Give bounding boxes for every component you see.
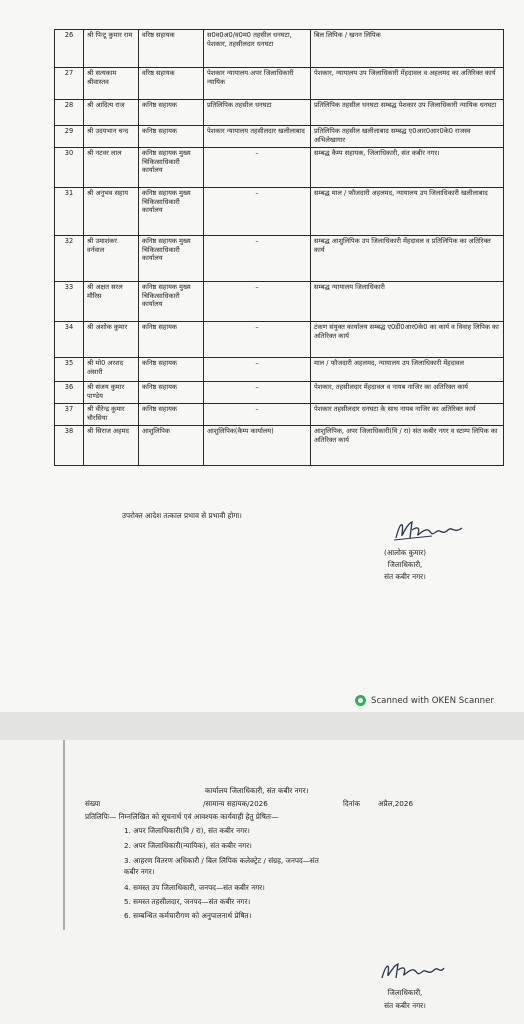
assigned-work-cell: टंकण संयुक्त कार्यालय सम्बद्ध ए0डी0आर0के0 का कार्य व विवाह लिपिक का अतिरिक्त कार्य [311, 322, 504, 358]
employee-name-cell: श्री उदयभान चन्द [84, 126, 139, 148]
serial-number-cell: 30 [55, 148, 84, 188]
current-posting-cell: – [204, 148, 311, 188]
assigned-work-cell: प्रतिलिपिक तहसील धनघटा सम्बद्ध पेशकार उप जिलाधिकारी न्यायिक धनघटा [311, 100, 504, 126]
table-row [55, 426, 504, 466]
serial-number-cell: 31 [55, 188, 84, 236]
signer-title-2: जिलाधिकारी, [387, 988, 423, 997]
post-cell: कनिष्ठ सहायक [139, 382, 204, 404]
assigned-work-cell: सम्बद्ध माल / फौजदारी अहलमद, न्यायालय उप जिलाधिकारी खलीलाबाद [311, 188, 504, 236]
table-row [55, 236, 504, 282]
post-cell: कनिष्ठ सहायक [139, 322, 204, 358]
employee-name-cell: श्री उमाशंकर वर्नवाल [84, 236, 139, 282]
employee-name-cell: श्री अशोक कुमार [84, 322, 139, 358]
date-value: अप्रैल,2026 [378, 799, 414, 808]
serial-number-cell: 28 [55, 100, 84, 126]
employee-name-cell: श्री आदित्य राज [84, 100, 139, 126]
signer-place: संत कबीर नगर। [384, 572, 426, 581]
serial-number-cell: 26 [55, 30, 84, 68]
serial-number-cell: 29 [55, 126, 84, 148]
employee-name-cell: श्री सत्यकाम श्रीवास्तव [84, 68, 139, 100]
signer-name: (आलोक कुमार) [383, 548, 427, 557]
current-posting-cell: आशुलिपिक(कैम्प कार्यालय) [204, 426, 311, 466]
serial-number-cell: 35 [55, 358, 84, 382]
assigned-work-cell: बिल लिपिक / खनन लिपिक [311, 30, 504, 68]
serial-number-cell: 36 [55, 382, 84, 404]
assigned-work-cell: पेशकार, तहसीलदार मेंहदावल व नायब नाजिर का अतिरिक्त कार्य [311, 382, 504, 404]
assigned-work-cell: आशुलिपिक, अपर जिलाधिकारी(वि / रा) संत कबीर नगर व स्टाम्प लिपिक का अतिरिक्त कार्य [311, 426, 504, 466]
table-row [55, 282, 504, 322]
current-posting-cell: प्रतिलिपिक तहसील धनघटा [204, 100, 311, 126]
copy-intro: प्रतिलिपिः— निम्नलिखित को सूचनार्थ एवं आवश्यक कार्यवाही हेतु प्रेषितः— [85, 812, 279, 821]
recipient-item: 2. अपर जिलाधिकारी(न्यायिक), संत कबीर नगर। [124, 841, 252, 850]
document-page-2 [0, 740, 524, 1024]
current-posting-cell: पेशकार न्यायालय अपर जिलाधिकारी न्यायिक [204, 68, 311, 100]
recipient-item: 5. समस्त तहसीलदार, जनपद—संत कबीर नगर। [124, 897, 251, 906]
post-cell: कनिष्ठ सहायक मुख्य चिकित्साधिकारी कार्यालय [139, 148, 204, 188]
employee-name-cell: श्री सिराज अहमद [84, 426, 139, 466]
assigned-work-cell: पेशकार, न्यायालय उप जिलाधिकारी मेंहदावल व अहलमद का अतिरिक्त कार्य [311, 68, 504, 100]
page-gap [0, 712, 524, 740]
table-row [55, 358, 504, 382]
signer-title: जिलाधिकारी, [387, 560, 423, 569]
assigned-work-cell: सम्बद्ध न्यायालय जिलाधिकारी [311, 282, 504, 322]
post-cell: वरिष्ठ सहायक [139, 68, 204, 100]
table-row [55, 68, 504, 100]
signature-image [378, 958, 448, 984]
office-heading: कार्यालय जिलाधिकारी, संत कबीर नगर। [205, 786, 309, 795]
serial-number-cell: 32 [55, 236, 84, 282]
recipient-item: 6. सम्बन्धित कर्मचारीगण को अनुपालनार्थ प्रेषित। [124, 911, 252, 920]
current-posting-cell: – [204, 322, 311, 358]
margin-pen-mark [60, 740, 74, 940]
employee-name-cell: श्री वीरेन्द्र कुमार चौरसिया [84, 404, 139, 426]
serial-number-cell: 33 [55, 282, 84, 322]
table-row [55, 100, 504, 126]
table-row [55, 188, 504, 236]
post-cell: वरिष्ठ सहायक [139, 30, 204, 68]
assigned-work-cell: सम्बद्ध आशुलिपिक उप जिलाधिकारी मेंहदावल व प्रतिलिपिक का अतिरिक्त कार्य [311, 236, 504, 282]
post-cell: आशुलिपिक [139, 426, 204, 466]
signer-place-2: संत कबीर नगर। [384, 1001, 426, 1010]
employee-name-cell: श्री संजय कुमार पाण्डेय [84, 382, 139, 404]
current-posting-cell: स0व0अ0/व0म0 तहसील धनघटा, पेशकार, तहसीलदार धनघटा [204, 30, 311, 68]
scanner-logo-icon [355, 695, 366, 706]
recipient-item: 1. अपर जिलाधिकारी(वि / रा), संत कबीर नगर। [124, 826, 250, 835]
table-row [55, 382, 504, 404]
post-cell: कनिष्ठ सहायक [139, 100, 204, 126]
table-row [55, 404, 504, 426]
assigned-work-cell: सम्बद्ध कैम्प सहायक, जिलाधिकारी, संत कबीर नगर। [311, 148, 504, 188]
current-posting-cell: – [204, 358, 311, 382]
reference-number: /सामान्य सहायक/2026 [203, 799, 268, 808]
current-posting-cell: – [204, 236, 311, 282]
employee-name-cell: श्री पिन्टू कुमार राम [84, 30, 139, 68]
assigned-work-cell: पेशकार तहसीलदार धनघटा के साथ नायब नाजिर का अतिरिक्त कार्य [311, 404, 504, 426]
employee-name-cell: श्री अनुभव सहाय [84, 188, 139, 236]
scanner-watermark [355, 695, 494, 706]
serial-number-cell: 38 [55, 426, 84, 466]
post-cell: कनिष्ठ सहायक [139, 126, 204, 148]
signature-image [392, 516, 470, 544]
post-cell: कनिष्ठ सहायक मुख्य चिकित्साधिकारी कार्यालय [139, 188, 204, 236]
employee-name-cell: श्री नटवर लाल [84, 148, 139, 188]
post-cell: कनिष्ठ सहायक मुख्य चिकित्साधिकारी कार्यालय [139, 282, 204, 322]
recipient-item: 3. आहरण वितरण अधिकारी / बिल लिपिक कलेक्ट्रेट / संग्रह, जनपद—संत [124, 856, 319, 865]
post-cell: कनिष्ठ सहायक [139, 358, 204, 382]
employee-name-cell: श्री अक्षत सरल मौरिस [84, 282, 139, 322]
assigned-work-cell: माल / फौजदारी अहलमद, न्यायालय उप जिलाधिकारी मेंहदावल [311, 358, 504, 382]
current-posting-cell: – [204, 282, 311, 322]
current-posting-cell: पेशकार न्यायालय तहसीलदार खलीलाबाद [204, 126, 311, 148]
post-cell: कनिष्ठ सहायक [139, 404, 204, 426]
table-row [55, 148, 504, 188]
employee-name-cell: श्री मो0 अरशद अंसारी [84, 358, 139, 382]
order-effective-note: उपरोक्त आदेश तत्काल प्रभाव से प्रभावी होगा। [122, 511, 242, 520]
date-label: दिनांक [343, 799, 361, 808]
scanner-label: Scanned with OKEN Scanner [371, 695, 494, 706]
serial-number-cell: 37 [55, 404, 84, 426]
table-row [55, 126, 504, 148]
current-posting-cell: – [204, 382, 311, 404]
current-posting-cell: – [204, 188, 311, 236]
serial-number-cell: 27 [55, 68, 84, 100]
recipient-item: कबीर नगर। [124, 867, 155, 876]
reference-label: संख्या [85, 799, 101, 808]
table-row [55, 322, 504, 358]
staff-assignment-table [54, 29, 504, 466]
assigned-work-cell: प्रतिलिपिक तहसील खलीलाबाद सम्बद्ध ए0आर0आर0के0 राजस्व अभिलेखागार [311, 126, 504, 148]
serial-number-cell: 34 [55, 322, 84, 358]
table-row [55, 30, 504, 68]
recipient-item: 4. समस्त उप जिलाधिकारी, जनपद—संत कबीर नगर। [124, 883, 265, 892]
post-cell: कनिष्ठ सहायक मुख्य चिकित्साधिकारी कार्यालय [139, 236, 204, 282]
current-posting-cell: – [204, 404, 311, 426]
